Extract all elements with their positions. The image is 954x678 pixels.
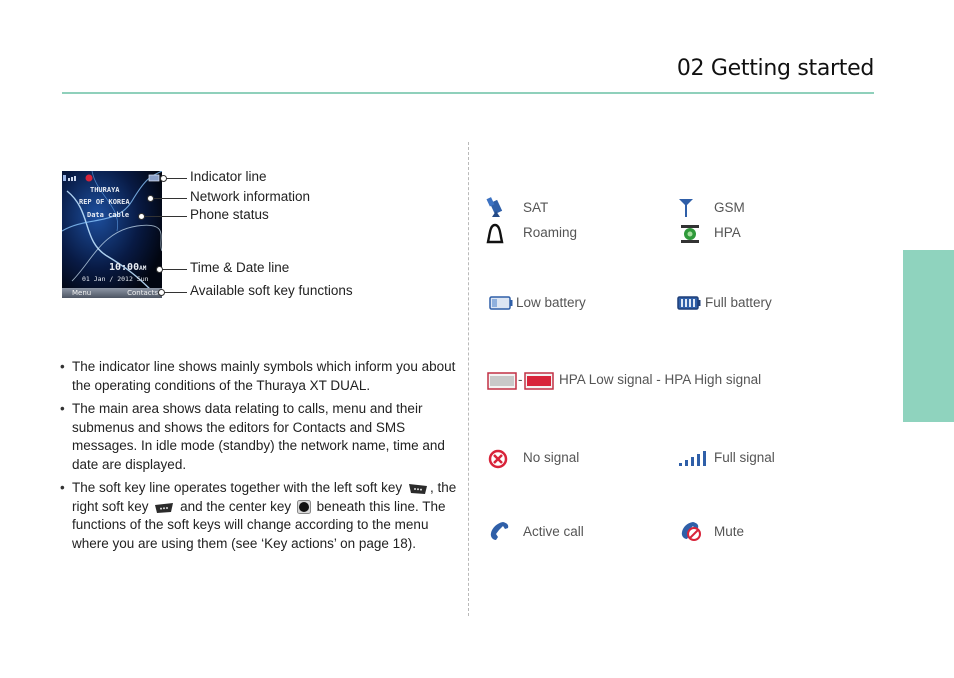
right-soft-key-icon — [154, 502, 174, 514]
soft-key-left-label: Menu — [72, 289, 92, 297]
callout-indicator-line: Indicator line — [190, 169, 267, 184]
callout-time-date-line: Time & Date line — [190, 260, 290, 275]
low-battery-label: Low battery — [516, 295, 586, 310]
gsm-label: GSM — [714, 200, 745, 215]
callout-phone-status: Phone status — [190, 207, 269, 222]
gsm-icon — [678, 197, 694, 219]
phone-status-text: Data cable — [87, 211, 130, 219]
hpa-icon — [680, 223, 700, 245]
sat-icon — [486, 197, 506, 219]
chapter-title: 02 Getting started — [676, 56, 874, 81]
hpa-label: HPA — [714, 225, 741, 240]
chapter-side-tab — [903, 250, 954, 422]
no-signal-label: No signal — [523, 450, 580, 465]
leader-dot-indicator — [160, 175, 167, 182]
leader-dot-network — [147, 195, 154, 202]
roaming-icon — [486, 223, 504, 245]
hpa-signal-label: HPA Low signal - HPA High signal — [559, 372, 762, 387]
phone-time: 10:00AM — [109, 262, 147, 273]
full-battery-icon — [677, 296, 701, 310]
leader-dot-status — [138, 213, 145, 220]
phone-operator-name: THURAYA — [90, 186, 120, 194]
full-signal-label: Full signal — [714, 450, 775, 465]
hpa-high-signal-icon — [524, 372, 554, 390]
hpa-low-signal-icon — [487, 372, 517, 390]
title-rule — [62, 92, 874, 94]
full-battery-label: Full battery — [705, 295, 772, 310]
leader-dot-softkey — [158, 289, 165, 296]
no-signal-icon — [488, 449, 508, 469]
leader-line-time — [159, 269, 187, 270]
mute-label: Mute — [714, 524, 745, 539]
hpa-signal-dash: - — [518, 372, 523, 387]
left-soft-key-icon — [408, 483, 428, 495]
low-battery-icon — [489, 296, 513, 310]
phone-country-name: REP OF KOREA — [79, 198, 130, 206]
leader-line-network — [150, 198, 187, 199]
leader-line-status — [141, 216, 187, 217]
active-call-icon — [487, 520, 511, 544]
roaming-label: Roaming — [523, 225, 578, 240]
soft-key-right-label: Contacts — [127, 289, 158, 297]
mute-icon — [679, 519, 703, 543]
description-bullets — [60, 358, 460, 558]
phone-screen-illustration — [62, 171, 162, 298]
sat-label: SAT — [523, 200, 549, 215]
bullet-indicator-line: • The indicator line shows mainly symbols which inform you about the operating conditions of the Thuraya XT DUAL. — [60, 358, 460, 395]
bullet-main-area: • The main area shows data relating to calls, menu and their submenus and shows the editors for Contacts and SMS messages. In idle mode (standby) the network name, time and date are displayed. — [60, 400, 460, 474]
phone-soft-key-bar — [62, 288, 162, 298]
callout-soft-key-functions: Available soft key functions — [190, 283, 353, 298]
callout-network-information: Network information — [190, 189, 311, 204]
center-key-icon — [297, 500, 311, 514]
bullet-soft-key-line: • The soft key line operates together with the left soft key , the right soft key and the center key beneath this line. The functions of the soft keys will change according to the menu where you are using them (see ‘Key actions’ on page 18). — [60, 479, 460, 553]
phone-date: 01 Jan / 2012 Sun — [82, 275, 149, 283]
column-divider — [468, 142, 469, 616]
leader-dot-time — [156, 266, 163, 273]
active-call-label: Active call — [523, 524, 584, 539]
full-signal-icon — [678, 449, 708, 467]
